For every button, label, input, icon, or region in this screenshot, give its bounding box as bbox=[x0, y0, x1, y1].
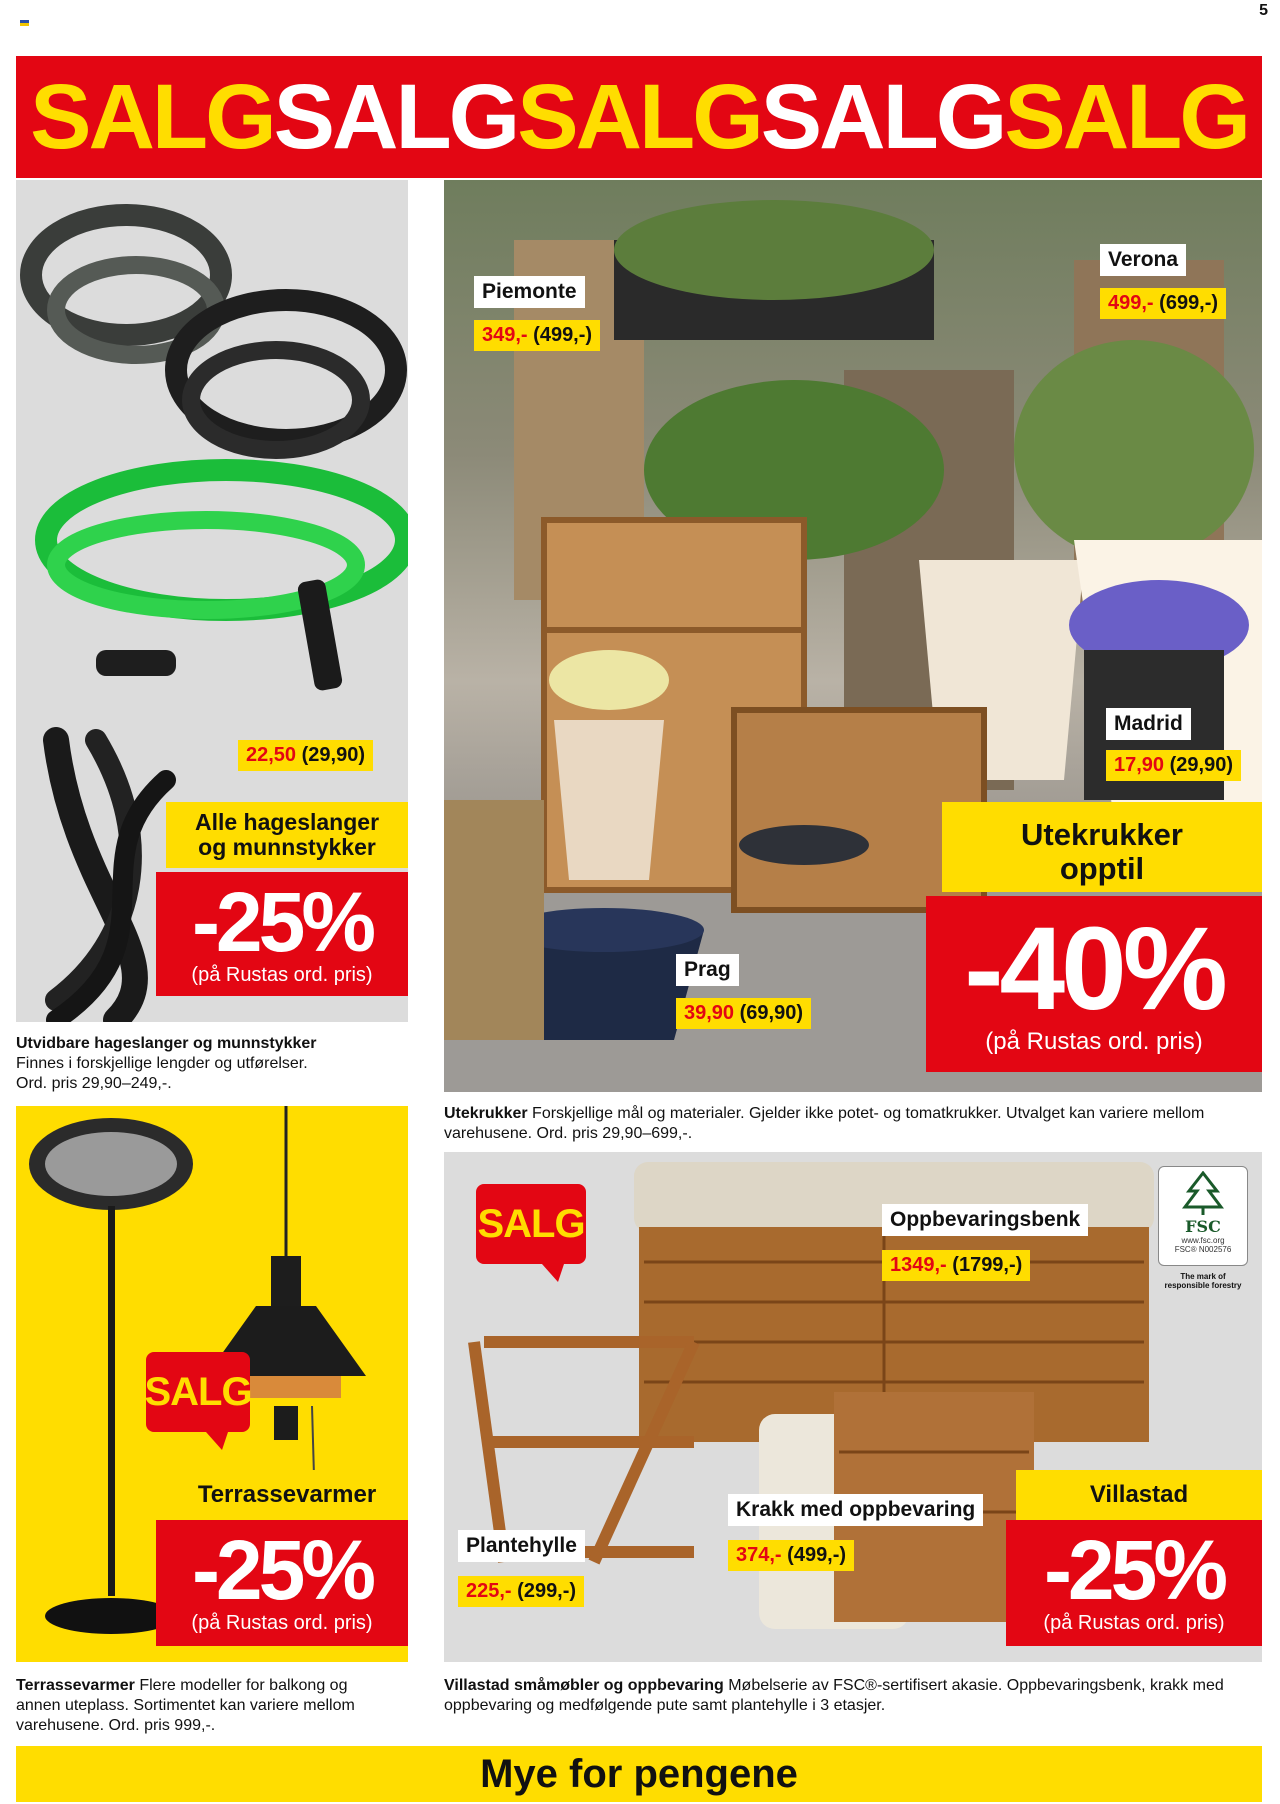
fsc-name: FSC bbox=[1185, 1217, 1221, 1236]
villastad-discount: -25% bbox=[1043, 1523, 1225, 1617]
pot-price-piemonte bbox=[474, 320, 600, 351]
furniture-caption-text: Møbelserie av FSC®-sertifisert akasie. Oppbevaringsbenk, krakk med oppbevaring og medfølgende pute samt plantehylle i 3 etasjer. bbox=[444, 1677, 1224, 1714]
villastad-discount-badge bbox=[1006, 1520, 1262, 1646]
fsc-tree-icon bbox=[1179, 1171, 1227, 1215]
pots-caption bbox=[444, 1104, 1244, 1144]
page-number: 5 bbox=[1259, 2, 1268, 19]
pot-sale-price: 39,90 bbox=[684, 1002, 735, 1024]
furniture-salg-bubble bbox=[476, 1184, 586, 1282]
heater-discount-note: (på Rustas ord. pris) bbox=[191, 1612, 373, 1634]
pot-ord-price: (499,-) bbox=[533, 324, 593, 346]
pot-price-prag bbox=[676, 998, 811, 1029]
pot-name-piemonte: Piemonte bbox=[474, 276, 585, 308]
hose-discount: -25% bbox=[191, 875, 373, 969]
pot-price-verona bbox=[1100, 288, 1226, 319]
flag-icon bbox=[20, 20, 29, 26]
furniture-name-krakk: Krakk med oppbevaring bbox=[728, 1494, 983, 1526]
furniture-ord-price: (299,-) bbox=[517, 1580, 577, 1602]
salg-bubble-label: SALG bbox=[146, 1352, 250, 1432]
fsc-url: www.fsc.org bbox=[1181, 1236, 1225, 1245]
heater-discount: -25% bbox=[191, 1523, 373, 1617]
pots-discount-badge bbox=[926, 896, 1262, 1072]
pots-discount-note: (på Rustas ord. pris) bbox=[985, 1028, 1203, 1055]
furniture-name-plantehylle: Plantehylle bbox=[458, 1530, 585, 1562]
salg-bubble-label: SALG bbox=[476, 1184, 586, 1264]
banner-word: SALG bbox=[30, 65, 274, 168]
furniture-caption bbox=[444, 1676, 1262, 1716]
heaters-caption bbox=[16, 1676, 396, 1736]
hoses-caption-title: Utvidbare hageslanger og munnstykker bbox=[16, 1035, 317, 1052]
heater-salg-bubble bbox=[146, 1352, 250, 1450]
pots-discount: -40% bbox=[964, 903, 1224, 1035]
furniture-price-plantehylle bbox=[458, 1576, 584, 1607]
hoses-caption bbox=[16, 1034, 408, 1094]
furniture-sale-price: 225,- bbox=[466, 1580, 512, 1602]
fsc-logo bbox=[1158, 1166, 1248, 1266]
pots-panel bbox=[444, 180, 1262, 1092]
furniture-ord-price: (499,-) bbox=[787, 1544, 847, 1566]
banner-word: SALG bbox=[760, 65, 1005, 168]
furniture-sale-price: 1349,- bbox=[890, 1254, 947, 1276]
pot-sale-price: 349,- bbox=[482, 324, 528, 346]
heaters-panel bbox=[16, 1106, 408, 1662]
salg-banner bbox=[16, 56, 1262, 178]
heaters-caption-text: Flere modeller for balkong og annen uteplass. Sortimentet kan variere mellom varehusene. Ord. pris 999,-. bbox=[16, 1677, 355, 1734]
pot-ord-price: (699,-) bbox=[1159, 292, 1219, 314]
hoses-panel bbox=[16, 180, 408, 1022]
heater-discount-badge bbox=[156, 1520, 408, 1646]
fsc-tagline: The mark of responsible forestry bbox=[1164, 1272, 1242, 1290]
villastad-discount-note: (på Rustas ord. pris) bbox=[1043, 1612, 1225, 1634]
pot-sale-price: 17,90 bbox=[1114, 754, 1165, 776]
footer-slogan: Mye for pengene bbox=[16, 1746, 1262, 1802]
salg-bubble-tail bbox=[542, 1264, 564, 1282]
hose-offer-label: Alle hageslanger og munnstykker bbox=[166, 802, 408, 868]
banner-word: SALG bbox=[517, 65, 761, 168]
pot-name-madrid: Madrid bbox=[1106, 708, 1191, 740]
furniture-name-oppbevaringsbenk: Oppbevaringsbenk bbox=[882, 1204, 1088, 1236]
hose-discount-note: (på Rustas ord. pris) bbox=[191, 964, 373, 986]
furniture-sale-price: 374,- bbox=[736, 1544, 782, 1566]
heater-offer-label: Terrassevarmer bbox=[166, 1470, 408, 1520]
pots-caption-text: Forskjellige mål og materialer. Gjelder ikke potet- og tomatkrukker. Utvalget kan variere mellom varehusene. Ord. pris 29,90–699,-. bbox=[444, 1105, 1205, 1142]
hose-discount-badge bbox=[156, 872, 408, 996]
salg-bubble-tail bbox=[206, 1432, 228, 1450]
hoses-caption-line1: Finnes i forskjellige lengder og utførelser. bbox=[16, 1055, 308, 1072]
furniture-price-krakk bbox=[728, 1540, 854, 1571]
furniture-price-oppbevaringsbenk bbox=[882, 1250, 1030, 1281]
banner-word: SALG bbox=[273, 65, 518, 168]
banner-word: SALG bbox=[1004, 65, 1248, 168]
hose-price-tag bbox=[238, 740, 373, 771]
pots-offer-label: Utekrukker opptil bbox=[942, 802, 1262, 892]
hose-sale-price: 22,50 bbox=[246, 744, 297, 766]
heaters-caption-title: Terrassevarmer bbox=[16, 1677, 135, 1694]
hose-ord-price: (29,90) bbox=[301, 744, 365, 766]
furniture-ord-price: (1799,-) bbox=[952, 1254, 1023, 1276]
pots-caption-title: Utekrukker bbox=[444, 1105, 528, 1122]
villastad-offer-label: Villastad bbox=[1016, 1470, 1262, 1520]
hoses-caption-line2: Ord. pris 29,90–249,-. bbox=[16, 1075, 172, 1092]
pot-price-madrid bbox=[1106, 750, 1241, 781]
pot-ord-price: (29,90) bbox=[1169, 754, 1233, 776]
pot-ord-price: (69,90) bbox=[739, 1002, 803, 1024]
furniture-panel bbox=[444, 1152, 1262, 1662]
pot-sale-price: 499,- bbox=[1108, 292, 1154, 314]
fsc-code: FSC® N002576 bbox=[1174, 1245, 1232, 1254]
pot-name-verona: Verona bbox=[1100, 244, 1186, 276]
pot-name-prag: Prag bbox=[676, 954, 739, 986]
furniture-caption-title: Villastad småmøbler og oppbevaring bbox=[444, 1677, 724, 1694]
